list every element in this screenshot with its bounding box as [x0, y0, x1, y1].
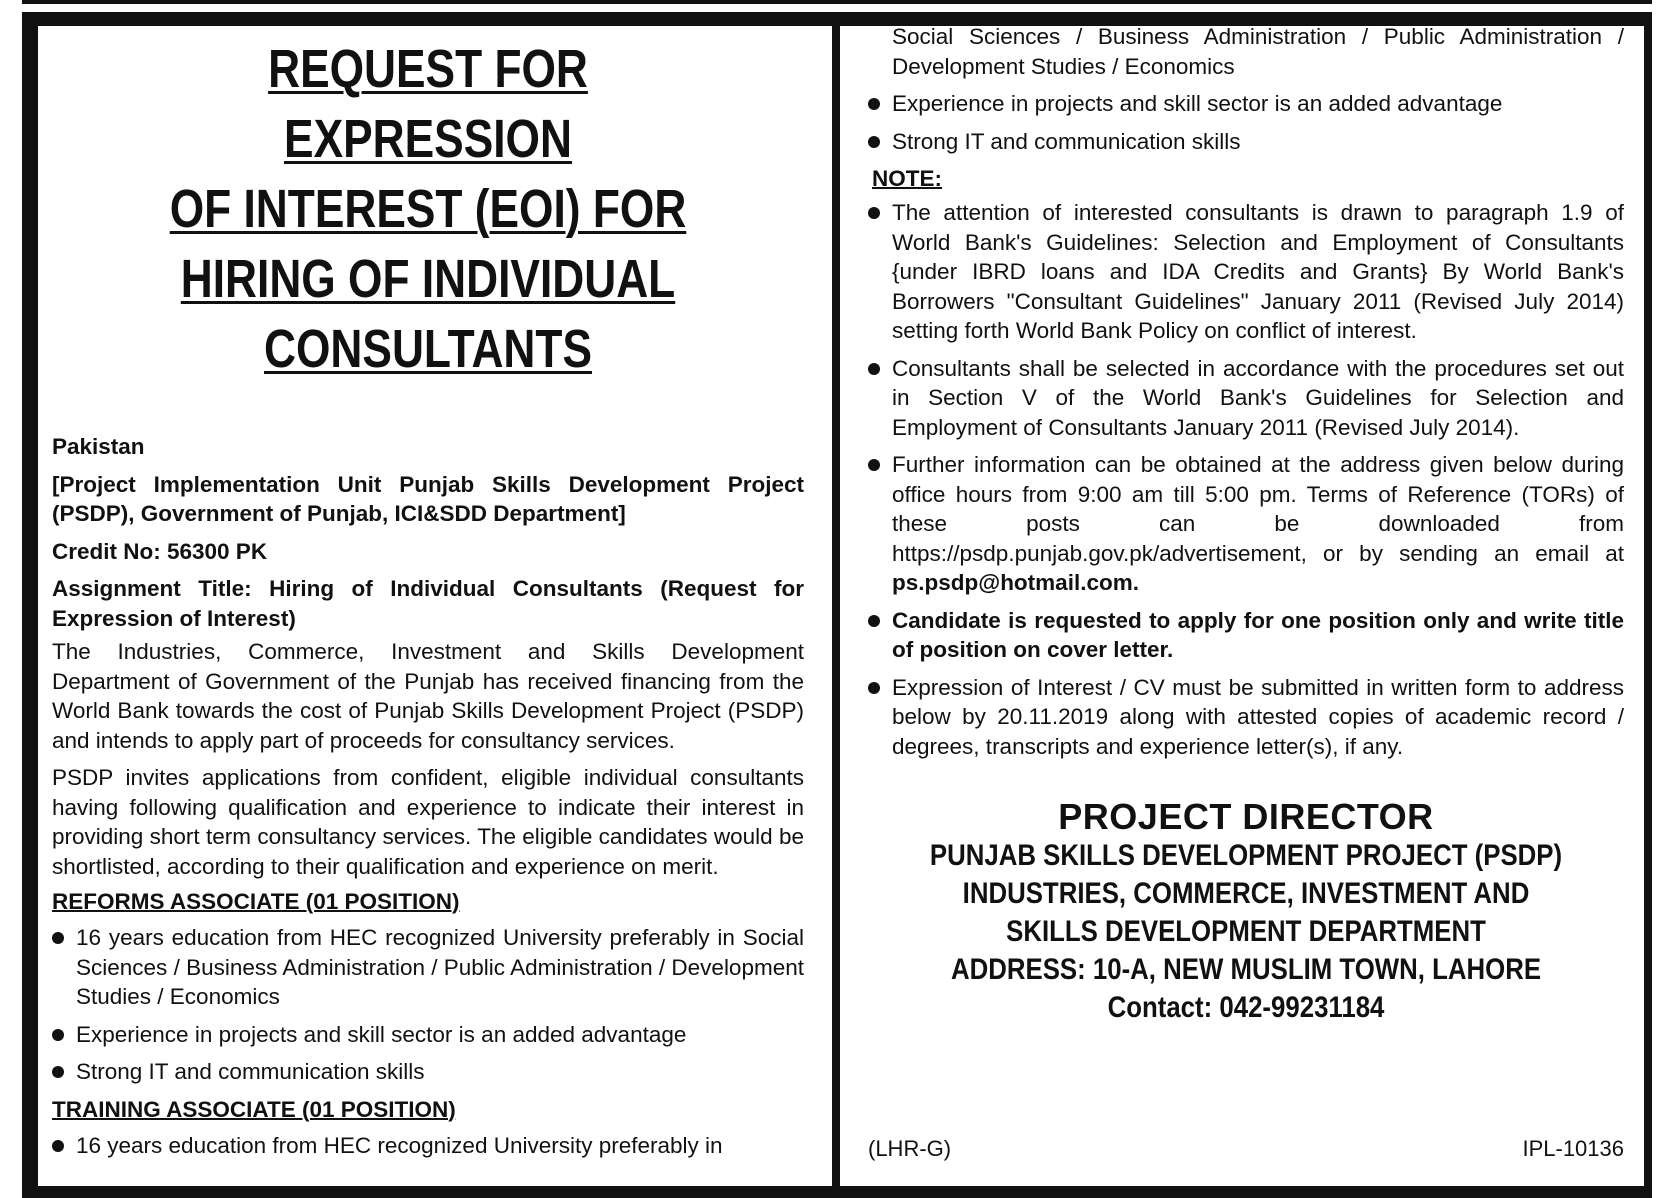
reforms-requirements [52, 923, 804, 1087]
title-line-2: OF INTEREST (EOI) FOR [169, 179, 687, 239]
title-line-4: CONSULTANTS [264, 319, 592, 379]
training-requirements-continued [868, 22, 1624, 156]
left-column [38, 26, 832, 1186]
bullet-icon [52, 932, 64, 944]
list-item: Expression of Interest / CV must be submitted in written form to address below by 20.11.2019 along with attested copies of academic record / degrees, transcripts and experience letter(s), if any. [868, 673, 1624, 762]
credit-number: Credit No: 56300 PK [52, 538, 268, 564]
reforms-associate-heading: REFORMS ASSOCIATE (01 POSITION) [52, 889, 460, 914]
bullet-icon [868, 207, 880, 219]
list-item: Experience in projects and skill sector is an added advantage [868, 89, 1624, 119]
footer-code-right: IPL-10136 [1522, 1136, 1624, 1161]
list-item: Consultants shall be selected in accordance with the procedures set out in Section V of the World Bank's Guidelines for Selection and Employment of Consultants January 2011 (Revised July 2014). [868, 354, 1624, 443]
signatory-org: PUNJAB SKILLS DEVELOPMENT PROJECT (PSDP) [929, 839, 1563, 872]
signature-block [868, 797, 1624, 1027]
right-column [840, 26, 1644, 1186]
title-line-1: REQUEST FOR EXPRESSION [268, 39, 588, 169]
signatory-role: PROJECT DIRECTOR [1058, 796, 1434, 837]
list-item: 16 years education from HEC recognized University preferably in Social Sciences / Business Administration / Public Administration / Development Studies / Economics [52, 923, 804, 1012]
footer-code-left: (LHR-G) [868, 1136, 952, 1161]
training-associate-heading: TRAINING ASSOCIATE (01 POSITION) [52, 1096, 456, 1122]
signatory-dept: INDUSTRIES, COMMERCE, INVESTMENT AND SKILLS DEVELOPMENT DEPARTMENT [962, 877, 1530, 948]
list-item: Further information can be obtained at the address given below during office hours from 9:00 am till 5:00 pm. Terms of Reference (TORs) of these posts can be downloaded from https://psdp.punjab.gov.pk/advertisement, or by sending an email at ps.psdp@hotmail.com. [868, 450, 1624, 598]
note-list [868, 198, 1624, 761]
bullet-icon [868, 459, 880, 471]
bullet-icon [52, 1029, 64, 1041]
training-requirements [52, 1131, 804, 1161]
bullet-icon [868, 615, 880, 627]
signatory-address: ADDRESS: 10-A, NEW MUSLIM TOWN, LAHORE [950, 953, 1542, 986]
page-title [120, 34, 737, 384]
note-heading: NOTE: [872, 166, 942, 191]
assignment-title: Assignment Title: Hiring of Individual Consultants (Request for Expression of Interest) [52, 576, 804, 631]
list-item: 16 years education from HEC recognized University preferably in [52, 1131, 804, 1161]
bullet-icon [868, 136, 880, 148]
bullet-icon [868, 98, 880, 110]
intro-paragraph: The Industries, Commerce, Investment and Skills Development Department of Government of the Punjab has received financing from the World Bank towards the cost of Punjab Skills Development Project (PSDP) and intends to apply part of proceeds for consultancy services. [52, 639, 804, 753]
list-item: Strong IT and communication skills [52, 1057, 804, 1087]
bullet-icon [52, 1066, 64, 1078]
top-rule [22, 0, 1652, 4]
title-line-3: HIRING OF INDIVIDUAL [180, 249, 676, 309]
signatory-contact: Contact: 042-99231184 [1107, 991, 1385, 1024]
list-item: Candidate is requested to apply for one position only and write title of position on cover letter. [868, 606, 1624, 665]
list-item: The attention of interested consultants is drawn to paragraph 1.9 of World Bank's Guidelines: Selection and Employment of Consultants {under IBRD loans and IDA Credits and Grants} By World Bank's Borrowers "Consultant Guidelines" January 2011 (Revised July 2014) setting forth World Bank Policy on conflict of interest. [868, 198, 1624, 346]
list-item: Social Sciences / Business Administration / Public Administration / Development Studies / Economics [892, 24, 1624, 79]
bullet-icon [868, 682, 880, 694]
contact-email: ps.psdp@hotmail.com. [892, 570, 1139, 595]
bullet-icon [52, 1140, 64, 1152]
bullet-icon [868, 363, 880, 375]
list-item: Experience in projects and skill sector is an added advantage [52, 1020, 804, 1050]
list-item: Strong IT and communication skills [868, 127, 1624, 157]
country: Pakistan [52, 434, 145, 459]
invitation-paragraph: PSDP invites applications from confident, eligible individual consultants having following qualification and experience to indicate their interest in providing short term consultancy services. The eligible candidates would be shortlisted, according to their qualification and experience on merit. [52, 765, 804, 879]
agency: [Project Implementation Unit Punjab Skills Development Project (PSDP), Government of Punjab, ICI&SDD Department] [52, 471, 804, 526]
